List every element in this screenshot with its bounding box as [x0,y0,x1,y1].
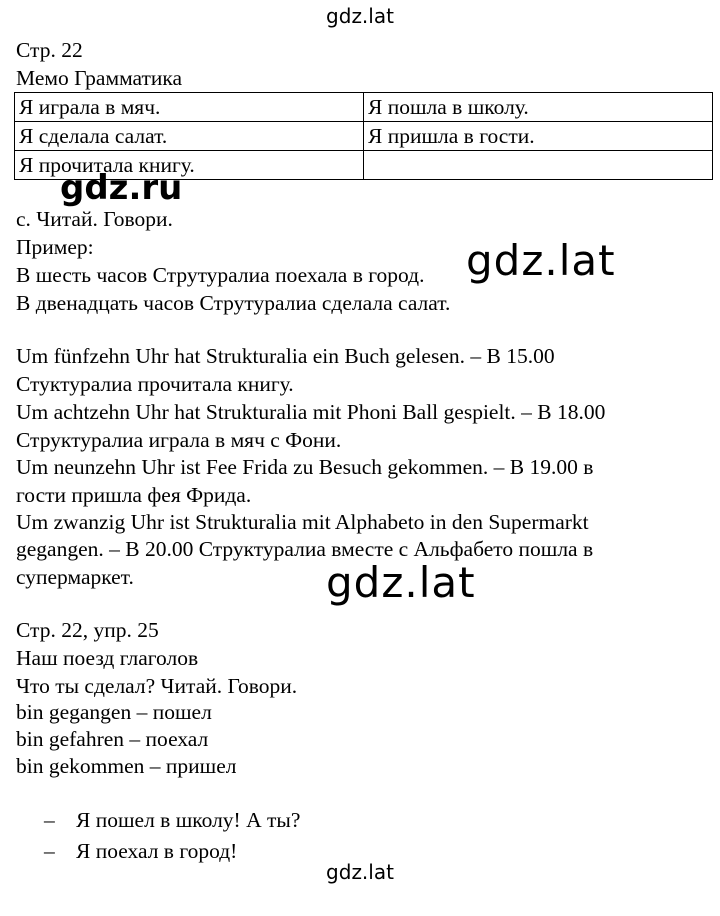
answer-line: Структуралиа играла в мяч с Фони. [16,428,342,452]
watermark-large-1: gdz.lat [466,236,616,285]
verb-line: bin gefahren – поехал [16,727,209,751]
answer-line: гости пришла фея Фрида. [16,483,252,507]
section-title: Мемо Грамматика [16,66,183,90]
watermark-top: gdz.lat [326,4,394,28]
example-line-1: В шесть часов Струтуралиа поехала в город. [16,263,425,287]
table-cell: Я сделала салат. [15,122,364,151]
exercise-reference: Стр. 22, упр. 25 [16,618,159,642]
dialogue-text: Я поехал в город! [76,839,238,863]
dialogue-item [44,806,300,835]
verb-line: bin gegangen – пошел [16,700,212,724]
exercise-task: Что ты сделал? Читай. Говори. [16,674,298,698]
table-row [15,93,713,122]
watermark-bottom: gdz.lat [326,860,394,884]
task-c: с. Читай. Говори. [16,207,173,231]
answer-line: Um fünfzehn Uhr hat Strukturalia ein Buch gelesen. – В 15.00 [16,344,555,368]
dialogue-dash: – [44,839,55,863]
dialogue-text: Я пошел в школу! А ты? [76,808,301,832]
table-cell: Я пошла в школу. [364,93,713,122]
table-cell: Я пришла в гости. [364,122,713,151]
answer-line: Um neunzehn Uhr ist Fee Frida zu Besuch gekommen. – В 19.00 в [16,455,594,479]
watermark-ru: gdz.ru [60,168,183,208]
grammar-table [14,92,713,180]
table-cell [364,151,713,180]
answer-line: gegangen. – В 20.00 Структуралиа вместе с Альфабето пошла в [16,537,594,561]
answer-line: Стуктуралиа прочитала книгу. [16,372,294,396]
page-reference: Стр. 22 [16,38,83,62]
table-row [15,122,713,151]
answer-line: Um achtzehn Uhr hat Strukturalia mit Phoni Ball gespielt. – В 18.00 [16,400,606,424]
table-cell: Я прочитала книгу. [15,151,364,180]
verb-line: bin gekommen – пришел [16,754,237,778]
answer-line: Um zwanzig Uhr ist Strukturalia mit Alphabeto in den Supermarkt [16,510,589,534]
answer-line: супермаркет. [16,565,134,589]
watermark-large-2: gdz.lat [326,558,476,607]
example-label: Пример: [16,235,94,259]
example-line-2: В двенадцать часов Струтуралиа сделала салат. [16,291,451,315]
exercise-title: Наш поезд глаголов [16,646,199,670]
table-cell: Я играла в мяч. [15,93,364,122]
dialogue-dash: – [44,808,55,832]
